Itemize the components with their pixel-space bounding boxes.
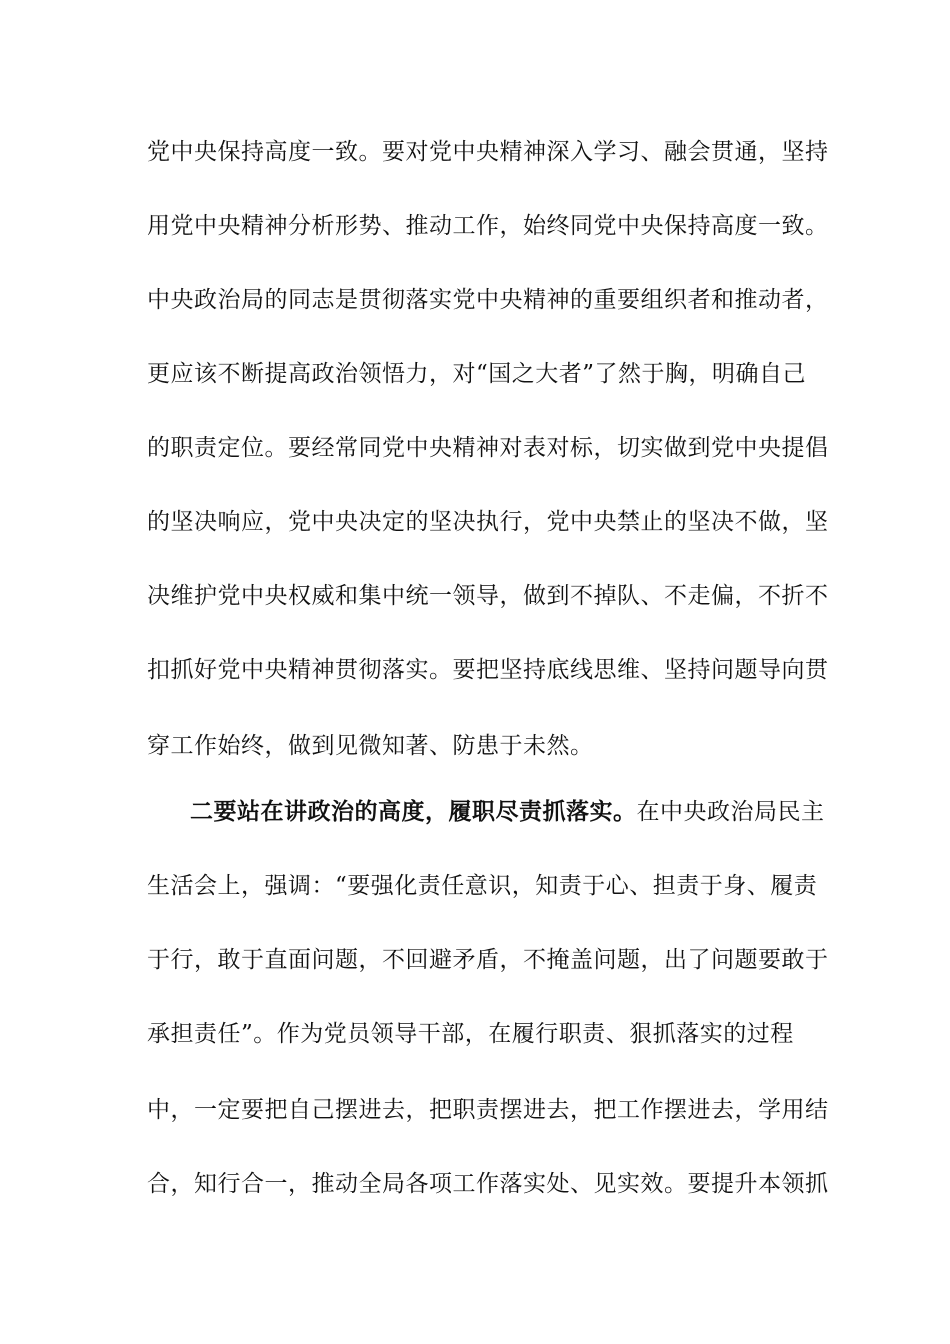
text-line: 的坚决响应，党中央决定的坚决执行，党中央禁止的坚决不做，坚 (147, 509, 829, 535)
paragraph-text: 在中央政治局民主 (636, 799, 825, 825)
text-line: 更应该不断提高政治领悟力，对“国之大者”了然于胸，明确自己 (147, 361, 807, 387)
text-line: 中，一定要把自己摆进去，把职责摆进去，把工作摆进去，学用结 (147, 1097, 829, 1123)
text-line: 合，知行合一，推动全局各项工作落实处、见实效。要提升本领抓 (147, 1171, 829, 1197)
text-line: 穿工作始终，做到见微知著、防患于未然。 (147, 733, 594, 759)
text-line: 中央政治局的同志是贯彻落实党中央精神的重要组织者和推动者， (147, 287, 829, 313)
text-line: 决维护党中央权威和集中统一领导，做到不掉队、不走偏，不折不 (147, 583, 829, 609)
text-line: 的职责定位。要经常同党中央精神对表对标，切实做到党中央提倡 (147, 435, 829, 461)
paragraph-heading: 二要站在讲政治的高度，履职尽责抓落实。 (190, 798, 637, 825)
text-line: 用党中央精神分析形势、推动工作，始终同党中央保持高度一致。 (147, 213, 829, 239)
text-line: 扣抓好党中央精神贯彻落实。要把坚持底线思维、坚持问题导向贯 (147, 657, 829, 683)
paragraph-first-line (190, 797, 825, 827)
text-line: 党中央保持高度一致。要对党中央精神深入学习、融会贯通，坚持 (147, 139, 829, 165)
text-line: 于行，敢于直面问题，不回避矛盾，不掩盖问题，出了问题要敢于 (147, 947, 829, 973)
text-line: 承担责任”。作为党员领导干部，在履行职责、狠抓落实的过程 (147, 1021, 794, 1047)
text-line: 生活会上，强调：“要强化责任意识，知责于心、担责于身、履责 (147, 873, 818, 899)
